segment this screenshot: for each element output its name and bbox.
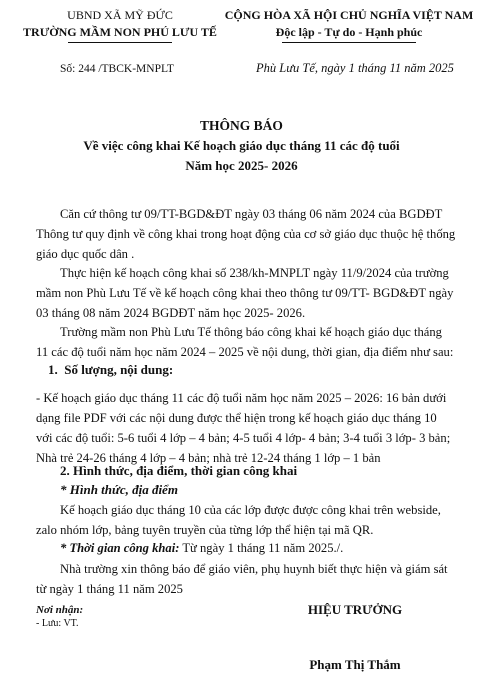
signer-name: Phạm Thị Thắm (309, 657, 401, 672)
document-date: Phù Lưu Tế, ngày 1 tháng 11 năm 2025 (256, 61, 454, 75)
school-year: Năm học 2025- 2026 (185, 158, 298, 173)
signer-title: HIỆU TRƯỞNG (307, 602, 403, 617)
section-2-text: Kế hoạch giáo dục tháng 10 của các lớp được được công khai trên webside, zalo nhóm lớp, bảng tuyên truyền của từng lớp thể hiện tại mã QR. (36, 503, 441, 537)
section-2-heading: 2. Hình thức, địa điểm, thời gian công khai (60, 463, 298, 478)
closing-paragraph: Nhà trường xin thông báo để giáo viên, phụ huynh biết thực hiện và giám sát từ ngày 1 tháng 11 năm 2025 (36, 562, 448, 596)
issuer-underline (68, 42, 172, 43)
issuer-authority: UBND XÃ MỸ ĐỨC (67, 8, 173, 22)
recipients-label: Nơi nhận: (36, 604, 84, 616)
section-2-subheading: * Hình thức, địa điểm (60, 482, 178, 497)
section-1-heading (48, 362, 173, 378)
time-label: * Thời gian công khai: (60, 541, 180, 555)
document-number: Số: 244 /TBCK-MNPLT (60, 63, 174, 75)
section-1-number: 1. (48, 362, 58, 377)
recipients-item: - Lưu: VT. (36, 618, 79, 629)
document-title: THÔNG BÁO (200, 118, 283, 133)
section-1-title: Số lượng, nội dung: (64, 362, 174, 377)
issuer-school: TRƯỜNG MẦM NON PHÚ LƯU TẾ (23, 25, 217, 39)
paragraph-implementation: Thực hiện kế hoạch công khai số 238/kh-MNPLT ngày 11/9/2024 của trường mầm non Phù Lưu Tế về kế hoạch công khai theo thông tư 09/TT- BGD&ĐT ngày 03 tháng 08 năm 2024 BGDĐT năm học 2025- 2026. (36, 266, 454, 320)
section-2-time (60, 541, 343, 556)
motto-underline (282, 42, 416, 43)
section-1-text: - Kế hoạch giáo dục tháng 11 các độ tuổi năm học năm 2025 – 2026: 16 bản dưới dạng file PDF với các nội dung được thể hiện trong kế hoạch giáo dục tháng 10 với các độ tuổi: 5-6 tuổi 4 lớp – 4 bản; 4-5 tuổi 4 lớp- 4 bản; 3-4 tuổi 3 lớp- 3 bản; Nhà trẻ 24-26 tháng 4 lớp – 4 bản; nhà trẻ 12-24 tháng 1 lớp – 1 bản (36, 391, 451, 465)
time-value: Từ ngày 1 tháng 11 năm 2025./. (179, 541, 344, 555)
national-motto: Độc lập - Tự do - Hạnh phúc (275, 25, 423, 39)
document-subject: Về việc công khai Kế hoạch giáo dục tháng 11 các độ tuổi (83, 138, 400, 153)
paragraph-announcement: Trường mầm non Phù Lưu Tế thông báo công khai kế hoạch giáo dục tháng 11 các độ tuổi năm học năm 2024 – 2025 về nội dung, thời gian, địa điểm như sau: (36, 325, 454, 359)
national-title: CỘNG HÒA XÃ HỘI CHỦ NGHĨA VIỆT NAM (224, 8, 474, 22)
paragraph-legal-basis: Căn cứ thông tư 09/TT-BGD&ĐT ngày 03 tháng 06 năm 2024 của BGDĐT Thông tư quy định về công khai trong hoạt động của cơ sở giáo dục thuộc hệ thống giáo dục quốc dân . (36, 207, 456, 261)
